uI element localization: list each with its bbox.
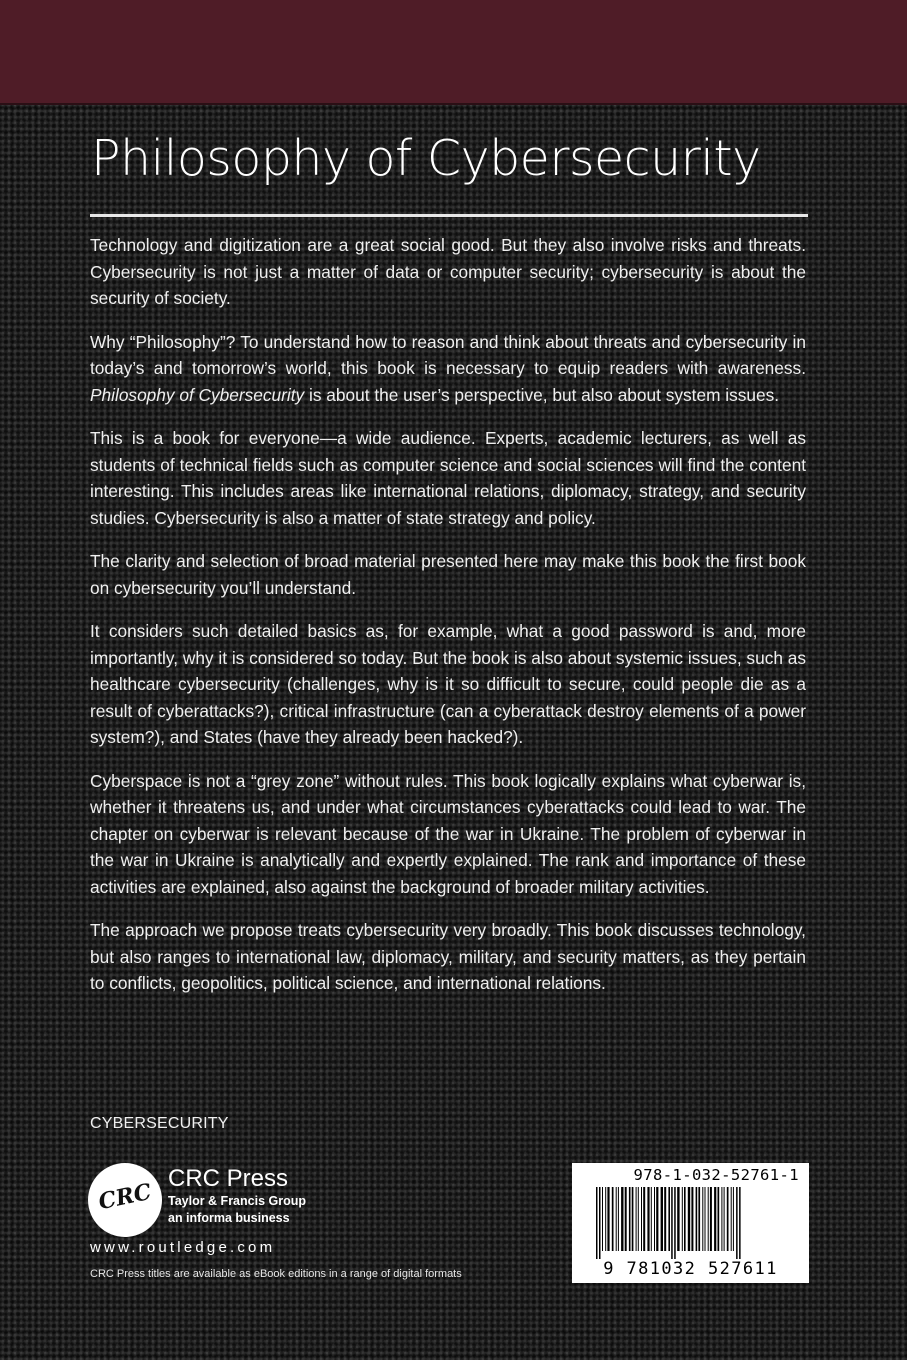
book-title: Philosophy of Cybersecurity <box>91 130 761 187</box>
barcode-bar <box>643 1187 645 1251</box>
barcode-bar <box>618 1187 619 1251</box>
barcode-bar <box>674 1187 676 1259</box>
ean-digits: 9 781032 527611 <box>603 1259 778 1279</box>
isbn-number: 978-1-032-52761-1 <box>633 1166 799 1184</box>
barcode-bar <box>677 1187 679 1251</box>
barcode-bar <box>671 1187 673 1259</box>
subject-category: CYBERSECURITY <box>90 1115 229 1132</box>
barcode-bar <box>698 1187 700 1251</box>
paragraph-2-part-a: Why “Philosophy”? To understand how to reason and think about threats and cybersecurity in today’s and tomorrow’s world, this book is necessary to equip readers with awareness. <box>90 331 806 378</box>
barcode-bar <box>656 1187 658 1251</box>
paragraph-7: The approach we propose treats cybersecurity very broadly. This book discusses technology, but also ranges to international law, diplomacy, military, and security matters, as they pertain to conflicts, geopolitics, political science, and international relations. <box>90 920 806 993</box>
barcode-bar <box>727 1187 729 1251</box>
barcode-bar <box>621 1187 623 1251</box>
barcode-bar <box>718 1187 720 1251</box>
barcode-bar <box>664 1187 666 1251</box>
barcode-bar <box>647 1187 649 1251</box>
publisher-subtitle: an informa business <box>168 1211 290 1225</box>
paragraph-1: Technology and digitization are a great social good. But they also involve risks and threats. Cybersecurity is not just a matter of data or computer security; cybersecurity is about the security of society. <box>90 235 806 308</box>
publisher-name: CRC Press <box>168 1165 289 1192</box>
barcode-bar <box>724 1187 725 1251</box>
barcode-bar <box>607 1187 609 1251</box>
crc-press-logo-icon <box>88 1163 162 1237</box>
paragraph-2-part-b: is about the user’s perspective, but also about system issues. <box>304 384 780 405</box>
barcode-bar <box>668 1187 670 1251</box>
paragraph-2 <box>90 329 806 409</box>
crc-logo-lettering: CRC <box>96 1178 154 1216</box>
barcode-bar <box>625 1187 627 1251</box>
paragraph-3: This is a book for everyone—a wide audience. Experts, academic lecturers, as well as students of technical fields such as computer science and social sciences will find the content interesting. This includes areas like international relations, diplomacy, strategy, and security studies. Cybersecurity is also a matter of state strategy and policy. <box>90 428 806 528</box>
barcode-bar <box>636 1187 637 1251</box>
barcode-bar <box>661 1187 663 1251</box>
barcode-bar <box>733 1187 734 1251</box>
barcode-bar <box>599 1187 601 1259</box>
publisher-block <box>168 1165 306 1227</box>
barcode-bars-icon <box>592 1187 792 1259</box>
barcode-bar <box>638 1187 639 1251</box>
back-cover-description <box>90 232 806 1014</box>
barcode-bar <box>708 1187 709 1251</box>
top-color-band <box>0 0 907 105</box>
barcode-bar <box>739 1187 741 1259</box>
barcode-bar <box>612 1187 614 1251</box>
barcode-bar <box>721 1187 722 1251</box>
barcode-bar <box>596 1187 598 1259</box>
barcode-bar <box>705 1187 706 1251</box>
barcode-bar <box>616 1187 617 1251</box>
paragraph-2-italic-title: Philosophy of Cybersecurity <box>90 384 305 405</box>
barcode-bar <box>731 1187 732 1251</box>
barcode-bar <box>654 1187 655 1251</box>
barcode-bar <box>602 1187 603 1251</box>
barcode-bar <box>710 1187 712 1251</box>
barcode-bar <box>684 1187 686 1251</box>
barcode-bar <box>651 1187 652 1251</box>
barcode-bar <box>605 1187 606 1251</box>
barcode-bar <box>702 1187 703 1251</box>
barcode-bar <box>714 1187 716 1251</box>
barcode-bar <box>691 1187 693 1251</box>
barcode-bar <box>682 1187 683 1251</box>
barcode-bar <box>688 1187 690 1251</box>
paragraph-5: It considers such detailed basics as, for example, what a good password is and, more importantly, why it is considered so today. But the book is also about systemic issues, such as healthcare cybersecurity (challenges, why is it so difficult to secure, could people die as a result of cyberattacks?), critical infrastructure (can a cyberattack destroy elements of a power system?), and States (have they already been hacked?). <box>90 621 806 747</box>
ebook-availability-note: CRC Press titles are available as eBook editions in a range of digital formats <box>90 1268 462 1280</box>
barcode-bar <box>629 1187 631 1251</box>
title-rule <box>90 214 808 217</box>
publisher-website-link[interactable]: www.routledge.com <box>90 1239 276 1256</box>
barcode-bar <box>641 1187 642 1251</box>
barcode-bar <box>696 1187 698 1251</box>
isbn-barcode <box>572 1163 809 1283</box>
barcode-bar <box>632 1187 634 1251</box>
barcode-bar <box>736 1187 738 1259</box>
paragraph-6: Cyberspace is not a “grey zone” without rules. This book logically explains what cyberwar is, whether it threatens us, and under what circumstances cyberattacks could lead to war. The chapter on cyberwar is relevant because of the war in Ukraine. The problem of cyberwar in the war in Ukraine is analytically and expertly explained. The rank and importance of these activities are explained, also against the background of broader military activities. <box>90 770 806 897</box>
publisher-group: Taylor & Francis Group <box>168 1194 306 1208</box>
paragraph-4: The clarity and selection of broad material presented here may make this book the first book on cybersecurity you’ll understand. <box>90 551 806 598</box>
